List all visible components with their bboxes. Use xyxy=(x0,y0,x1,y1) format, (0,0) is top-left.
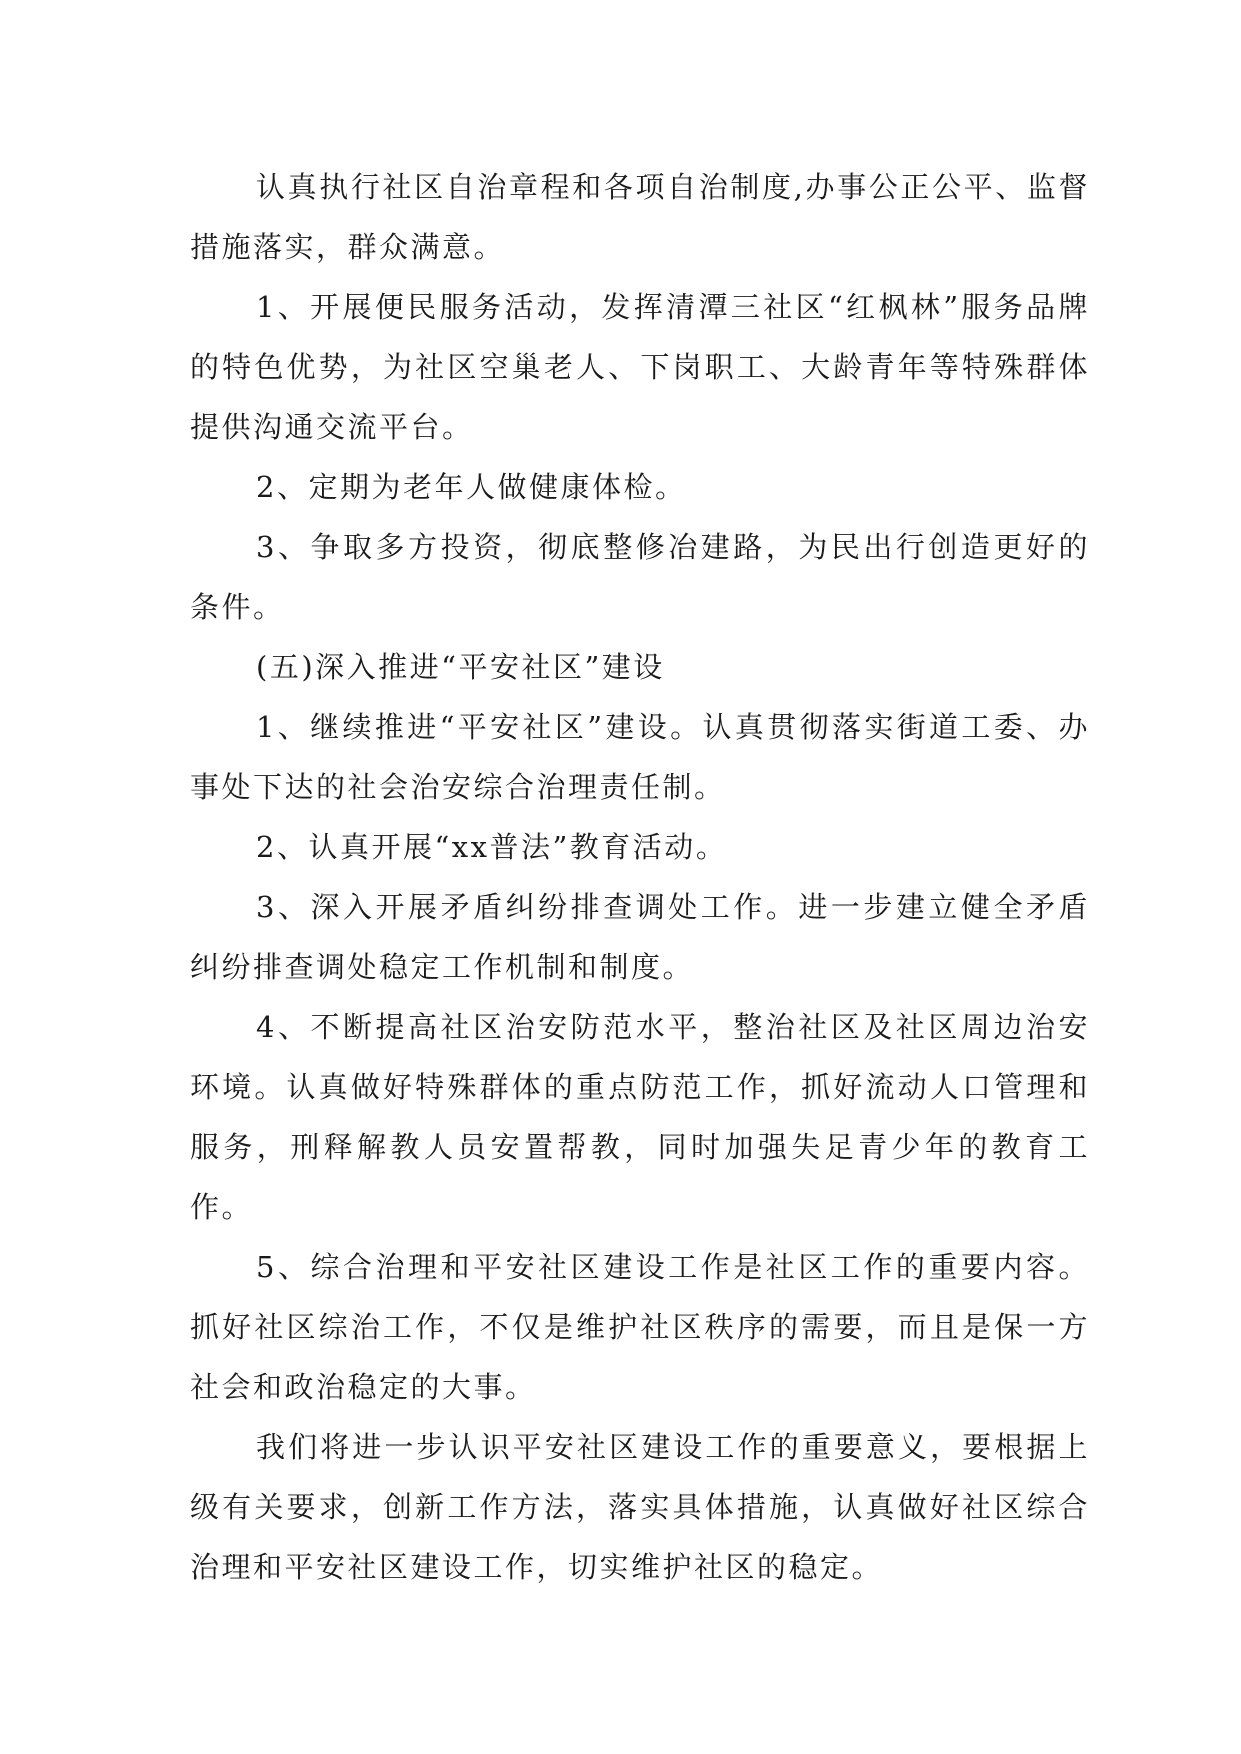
paragraph-11: 我们将进一步认识平安社区建设工作的重要意义，要根据上级有关要求，创新工作方法，落实具体措施，认真做好社区综合治理和平安社区建设工作，切实维护社区的稳定。 xyxy=(190,1430,1090,1584)
paragraph-2: 1、开展便民服务活动，发挥清潭三社区“红枫林”服务品牌的特色优势，为社区空巢老人、下岗职工、大龄青年等特殊群体提供沟通交流平台。 xyxy=(190,290,1090,444)
paragraph-10: 5、综合治理和平安社区建设工作是社区工作的重要内容。抓好社区综治工作，不仅是维护社区秩序的需要，而且是保一方社会和政治稳定的大事。 xyxy=(190,1250,1090,1404)
document-body xyxy=(190,157,1090,1597)
paragraph-6: 1、继续推进“平安社区”建设。认真贯彻落实街道工委、办事处下达的社会治安综合治理责任制。 xyxy=(190,710,1090,804)
paragraph-8: 3、深入开展矛盾纠纷排查调处工作。进一步建立健全矛盾纠纷排查调处稳定工作机制和制度。 xyxy=(190,890,1090,984)
paragraph-7: 2、认真开展“xx普法”教育活动。 xyxy=(256,830,728,864)
paragraph-4: 3、争取多方投资，彻底整修冶建路，为民出行创造更好的条件。 xyxy=(190,530,1090,624)
section-heading: (五)深入推进“平安社区”建设 xyxy=(256,650,665,684)
paragraph-9: 4、不断提高社区治安防范水平，整治社区及社区周边治安环境。认真做好特殊群体的重点防范工作，抓好流动人口管理和服务，刑释解教人员安置帮教，同时加强失足青少年的教育工作。 xyxy=(190,1010,1090,1224)
paragraph-1: 认真执行社区自治章程和各项自治制度,办事公正公平、监督措施落实，群众满意。 xyxy=(190,170,1090,264)
paragraph-3: 2、定期为老年人做健康体检。 xyxy=(256,470,687,504)
